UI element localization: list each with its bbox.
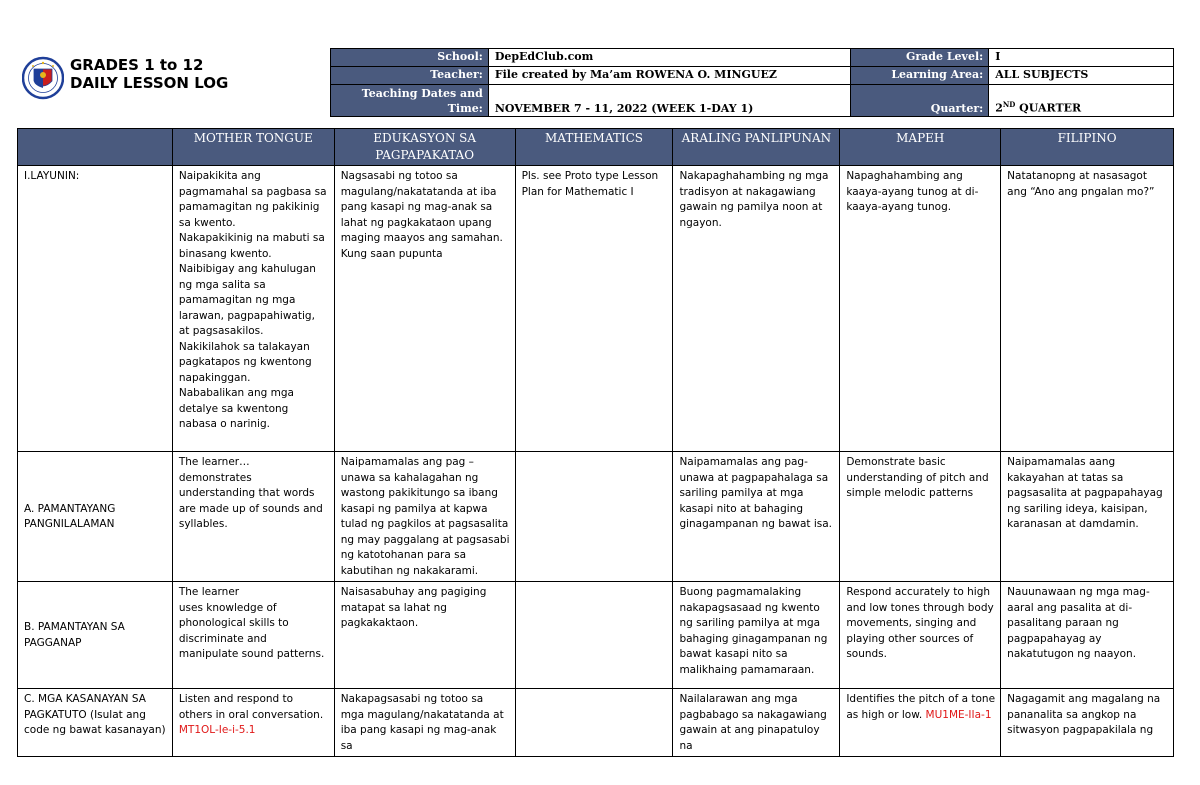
school-value: DepEdClub.com xyxy=(488,49,851,67)
psp-mt-line-1: The learner xyxy=(178,586,240,598)
cell-kasanayan-math xyxy=(515,689,673,757)
page-title-line-1: GRADES 1 to 12 xyxy=(70,56,204,74)
cell-pp-mother-tongue xyxy=(172,452,334,582)
deped-seal-logo xyxy=(22,49,64,107)
table-row-pamantayang-pangnilalaman xyxy=(18,452,1174,582)
layunin-mt-item-3: Naibibigay ang kahulugan ng mga salita sa pamamagitan ng mga larawan, pagpapahiwatig, at pagsasakilos. xyxy=(178,263,316,337)
teaching-dates-label xyxy=(331,85,489,117)
cell-psp-ap: Buong pagmamalaking nakapagsasaad ng kwento ng sariling pamilya at mga bahaging ginagampanan ng bawat kasapi nito sa malikhaing pamamaraan. xyxy=(673,582,840,689)
layunin-mt-item-4: Nakikilahok sa talakayan pagkatapos ng kwentong napakinggan. xyxy=(178,340,312,384)
header-blank-cell xyxy=(18,129,173,166)
cell-psp-filipino: Nauunawaan ng mga mag-aaral ang pasalita at di- pasalitang paraan ng pagpapahayag ay nakatutugon ng naayon. xyxy=(1001,582,1174,689)
layunin-mt-item-5: Nababalikan ang mga detalye sa kwentong nabasa o narinig. xyxy=(178,387,294,430)
psp-mt-line-2: uses knowledge of phonological skills to discriminate and manipulate sound patterns. xyxy=(178,601,325,660)
cell-layunin-mapeh: Napaghahambing ang kaaya-ayang tunog at di-kaaya-ayang tunog. xyxy=(840,166,1001,452)
row-label-pamantayang-pangnilalaman: A. PAMANTAYANG PANGNILALAMAN xyxy=(18,452,173,582)
column-header-mapeh: MAPEH xyxy=(840,129,1001,166)
teaching-dates-label-1: Teaching Dates and xyxy=(361,87,483,100)
cell-pp-mapeh: Demonstrate basic understanding of pitch and simple melodic patterns xyxy=(840,452,1001,582)
cell-psp-mapeh: Respond accurately to high and low tones through body movements, singing and playing other sources of sounds. xyxy=(840,582,1001,689)
cell-pp-math xyxy=(515,452,673,582)
cell-psp-mother-tongue xyxy=(172,582,334,689)
cell-kasanayan-esp: Nakapagsasabi ng totoo sa mga magulang/nakatatanda at iba pang kasapi ng mag-anak sa xyxy=(334,689,515,757)
kasanayan-mt-code: MT1OL-Ie-i-5.1 xyxy=(178,724,256,736)
page-title xyxy=(70,56,228,92)
quarter-value xyxy=(989,85,1174,117)
column-header-mathematics: MATHEMATICS xyxy=(515,129,673,166)
layunin-mt-item-1: Naipakikita ang pagmamahal sa pagbasa sa pamamagitan ng pakikinig sa kwento. xyxy=(178,170,327,229)
cell-kasanayan-mapeh xyxy=(840,689,1001,757)
table-row-kasanayan xyxy=(18,689,1174,757)
row-label-kasanayan: C. MGA KASANAYAN SA PAGKATUTO (Isulat ang code ng bawat kasanayan) xyxy=(18,689,173,757)
teaching-dates-label-2: Time: xyxy=(447,102,483,115)
grade-level-label: Grade Level: xyxy=(851,49,989,67)
page-title-line-2: DAILY LESSON LOG xyxy=(70,74,229,92)
learning-area-label: Learning Area: xyxy=(851,67,989,85)
cell-kasanayan-filipino: Nagagamit ang magalang na pananalita sa angkop na sitwasyon pagpapakilala ng xyxy=(1001,689,1174,757)
school-label: School: xyxy=(331,49,489,67)
cell-psp-math xyxy=(515,582,673,689)
cell-kasanayan-mother-tongue xyxy=(172,689,334,757)
cell-pp-filipino: Naipamamalas aang kakayahan at tatas sa pagsasalita at pagpapahayag ng sariling ideya, kaisipan, karanasan at damdamin. xyxy=(1001,452,1174,582)
cell-layunin-filipino: Natatanopng at nasasagot ang “Ano ang pngalan mo?” xyxy=(1001,166,1174,452)
lesson-log-table xyxy=(17,128,1174,757)
grade-level-value: I xyxy=(989,49,1174,67)
column-header-mother-tongue: MOTHER TONGUE xyxy=(172,129,334,166)
cell-layunin-esp: Nagsasabi ng totoo sa magulang/nakatatanda at iba pang kasapi ng mag-anak sa lahat ng pagkakataon upang maging maayos ang samahan. Kung saan pupunta xyxy=(334,166,515,452)
cell-pp-ap: Naipamamalas ang pag-unawa at pagpapahalaga sa sariling pamilya at mga kasapi nito at bahaging ginagampanan ng bawat isa. xyxy=(673,452,840,582)
quarter-number: 2 xyxy=(995,102,1003,115)
quarter-superscript: ND xyxy=(1002,100,1016,110)
layunin-mt-item-2: Nakapakikinig na mabuti sa binasang kwento. xyxy=(178,232,325,260)
row-label-pamantayan-sa-pagganap: B. PAMANTAYAN SA PAGGANAP xyxy=(18,582,173,689)
column-header-araling-panlipunan: ARALING PANLIPUNAN xyxy=(673,129,840,166)
table-row-layunin xyxy=(18,166,1174,452)
teacher-value: File created by Ma’am ROWENA O. MINGUEZ xyxy=(488,67,851,85)
cell-layunin-mother-tongue xyxy=(172,166,334,452)
pp-mt-line-2: demonstrates understanding that words are made up of sounds and syllables. xyxy=(178,471,323,530)
column-header-filipino: FILIPINO xyxy=(1001,129,1174,166)
pp-mt-line-1: The learner… xyxy=(178,456,250,468)
table-row-pamantayan-sa-pagganap xyxy=(18,582,1174,689)
header-info-table xyxy=(330,48,1174,117)
kasanayan-mt-text: Listen and respond to others in oral conversation. xyxy=(178,693,324,721)
column-header-esp: EDUKASYON SA PAGPAPAKATAO xyxy=(334,129,515,166)
teacher-label: Teacher: xyxy=(331,67,489,85)
cell-pp-esp: Naipamamalas ang pag – unawa sa kahalagahan ng wastong pakikitungo sa ibang kasapi ng pamilya at kapwa tulad ng pagkilos at pagsasalita ng may paggalang at pagsasabi ng katotohanan para sa kabutihan ng nakakarami. xyxy=(334,452,515,582)
learning-area-value: ALL SUBJECTS xyxy=(989,67,1174,85)
kasanayan-mapeh-code: MU1ME-IIa-1 xyxy=(925,708,992,721)
cell-kasanayan-ap: Nailalarawan ang mga pagbabago sa nakagawiang gawain at ang pinapatuloy na xyxy=(673,689,840,757)
quarter-text: QUARTER xyxy=(1015,102,1082,115)
row-label-layunin: I.LAYUNIN: xyxy=(18,166,173,452)
cell-layunin-math: Pls. see Proto type Lesson Plan for Mathematic I xyxy=(515,166,673,452)
quarter-label: Quarter: xyxy=(851,85,989,117)
kasanayan-mapeh-text: Identifies the pitch of a tone as high or low. xyxy=(846,693,996,721)
cell-psp-esp: Naisasabuhay ang pagiging matapat sa lahat ng pagkakaktaon. xyxy=(334,582,515,689)
teaching-dates-value: NOVEMBER 7 - 11, 2022 (WEEK 1-DAY 1) xyxy=(488,85,851,117)
cell-layunin-ap: Nakapaghahambing ng mga tradisyon at nakagawiang gawain ng pamilya noon at ngayon. xyxy=(673,166,840,452)
